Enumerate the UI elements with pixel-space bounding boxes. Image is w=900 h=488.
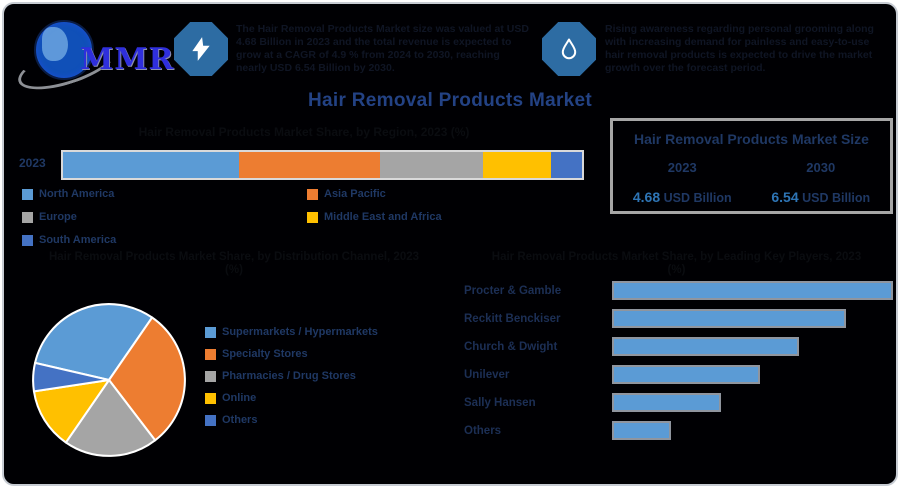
region-segment-4 <box>551 152 582 178</box>
legend-swatch <box>205 393 216 404</box>
company-row-0 <box>464 280 894 301</box>
company-label: Others <box>464 424 502 437</box>
size-value-2023: 4.68 USD Billion <box>632 189 732 205</box>
legend-swatch <box>22 212 33 223</box>
pie-legend-item <box>205 326 378 338</box>
legend-label: North America <box>39 188 115 200</box>
legend-swatch <box>307 189 318 200</box>
company-label: Sally Hansen <box>464 396 536 409</box>
region-legend-item <box>22 188 116 200</box>
infographic-card <box>2 2 898 486</box>
company-row-3 <box>464 364 894 385</box>
company-bar <box>612 393 721 412</box>
region-legend-item <box>307 211 442 223</box>
region-legend-col1 <box>22 188 116 257</box>
size-year-2023: 2023 <box>667 160 697 175</box>
pie-legend-item <box>205 392 378 404</box>
legend-swatch <box>205 415 216 426</box>
legend-swatch <box>22 235 33 246</box>
size-value-2030: 6.54 USD Billion <box>771 189 871 205</box>
pie-chart <box>29 300 189 460</box>
company-row-5 <box>464 420 894 441</box>
company-bar <box>612 281 893 300</box>
company-bar <box>612 337 799 356</box>
region-legend-item <box>22 211 116 223</box>
region-segment-3 <box>483 152 550 178</box>
company-label: Reckitt Benckiser <box>464 312 561 325</box>
drop-badge <box>542 22 596 76</box>
region-segment-1 <box>239 152 379 178</box>
logo-text: MMR <box>80 42 175 77</box>
company-bar <box>612 309 846 328</box>
region-segment-2 <box>380 152 484 178</box>
page-title: Hair Removal Products Market <box>308 90 592 111</box>
legend-label: Online <box>222 392 257 404</box>
market-size-box <box>610 118 893 214</box>
company-label: Procter & Gamble <box>464 284 562 297</box>
players-section-header: Hair Removal Products Market Share, by Leading Key Players, 2023 (%) <box>491 251 862 276</box>
region-legend-item <box>22 234 116 246</box>
legend-swatch <box>22 189 33 200</box>
pie-legend-item <box>205 348 378 360</box>
company-label: Church & Dwight <box>464 340 558 353</box>
pie-legend-item <box>205 414 378 426</box>
company-bar-list <box>464 280 894 448</box>
market-driver-text: Rising awareness regarding personal grooming along with increasing demand for painless and easy-to-use hair removal products is expected to drive the market growth over the forecast period. <box>605 23 874 74</box>
region-legend-item <box>307 188 442 200</box>
legend-label: Europe <box>39 211 77 223</box>
company-bar <box>612 365 760 384</box>
legend-label: Specialty Stores <box>222 348 308 360</box>
mmr-logo <box>20 12 175 84</box>
pie-section-header: Hair Removal Products Market Share, by Distribution Channel, 2023 (%) <box>48 251 420 276</box>
legend-swatch <box>307 212 318 223</box>
market-summary-text: The Hair Removal Products Market size was valued at USD 4.68 Billion in 2023 and the total revenue is expected to grow at a CAGR of 4.9 % from 2024 to 2030, reaching nearly USD 6.54 Billion by 2030. <box>236 23 529 74</box>
pie-legend-item <box>205 370 378 382</box>
legend-swatch <box>205 327 216 338</box>
legend-label: Middle East and Africa <box>324 211 442 223</box>
legend-label: Others <box>222 414 258 426</box>
legend-swatch <box>205 371 216 382</box>
region-stacked-bar <box>61 150 584 180</box>
legend-swatch <box>205 349 216 360</box>
company-label: Unilever <box>464 368 510 381</box>
company-bar <box>612 421 671 440</box>
region-segment-0 <box>63 152 239 178</box>
pie-legend <box>205 326 378 436</box>
company-row-4 <box>464 392 894 413</box>
company-row-1 <box>464 308 894 329</box>
legend-label: Pharmacies / Drug Stores <box>222 370 356 382</box>
legend-label: Asia Pacific <box>324 188 386 200</box>
lightning-icon <box>188 36 214 62</box>
region-legend-col2 <box>307 188 442 234</box>
water-drop-icon <box>557 37 581 61</box>
company-row-2 <box>464 336 894 357</box>
legend-label: Supermarkets / Hypermarkets <box>222 326 378 338</box>
market-size-title: Hair Removal Products Market Size <box>634 131 869 147</box>
lightning-badge <box>174 22 228 76</box>
size-year-2030: 2030 <box>806 160 836 175</box>
pie-chart-wrap <box>29 300 189 460</box>
region-chart-title: Hair Removal Products Market Share, by Region, 2023 (%) <box>138 125 470 139</box>
legend-label: South America <box>39 234 117 246</box>
region-bar-year-label: 2023 <box>19 156 46 170</box>
